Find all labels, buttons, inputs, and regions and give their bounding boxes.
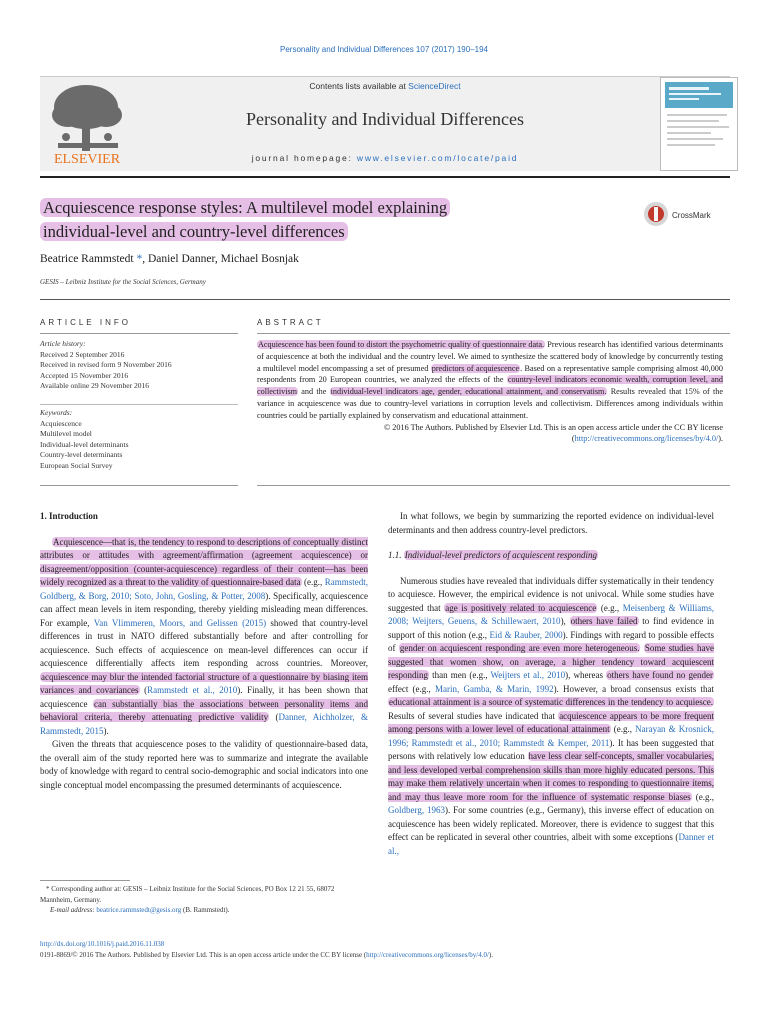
- keyword-item: Individual-level determinants: [40, 439, 129, 449]
- body-text: (: [269, 712, 279, 722]
- body-text: ). Finally, it has been shown that acquiescence: [40, 685, 369, 709]
- right-paragraph-1: In what follows, we begin by summarizing the reported evidence on individual-level determinants and then address country-level predictors.: [388, 511, 714, 535]
- co-authors: , Daniel Danner, Michael Bosnjak: [142, 253, 299, 265]
- doi-link[interactable]: http://dx.doi.org/10.1016/j.paid.2016.11.038: [40, 940, 165, 948]
- citation-link[interactable]: Van Vlimmeren, Moors, and Gelissen (2015): [93, 617, 267, 628]
- highlighted-text: Acquiescence—that is, the tendency to respond to descriptions of conceptually distinct attributes or attitudes with agreement/affirmation (agreement acquiescence) or disagreement/opposition (counter-acquiescence) regardless of their content—has been widely recognized as a threat to the validity of questionnaire-based data: [40, 536, 368, 587]
- affiliation: GESIS – Leibniz Institute for the Social Sciences, Germany: [40, 278, 206, 286]
- highlighted-text: gender on acquiescent responding are even more heterogeneous.: [399, 643, 640, 653]
- body-text: ). It has been suggested that persons with relatively low education: [388, 737, 714, 761]
- license-line: © 2016 The Authors. Published by Elsevier Ltd. This is an open access article under the CC BY license (http://creativecommons.org/licenses/by/4.0/).: [384, 422, 723, 444]
- citation-link[interactable]: Rammstedt et al., 2010: [147, 685, 238, 695]
- article-title-line-2: individual-level and country-level differences: [40, 222, 348, 241]
- citation-link[interactable]: Rammstedt, Goldberg, & Borg, 2010; Soto, John, Gosling, & Potter, 2008: [40, 577, 369, 601]
- body-text: ), whereas: [565, 670, 607, 680]
- crossmark-badge[interactable]: [643, 201, 723, 227]
- body-text: (e.g.,: [301, 577, 325, 587]
- body-text: (: [139, 685, 148, 695]
- history-item: Accepted 15 November 2016: [40, 370, 129, 380]
- highlighted-text: acquiescence appears to be more frequent among persons with a lower level of educational attainment: [388, 710, 714, 734]
- history-label: Article history:: [40, 339, 86, 348]
- subsection-heading: 1.1. Individual-level predictors of acquiescent responding: [388, 550, 598, 560]
- citation-link[interactable]: Narayan & Krosnick, 1996; Rammstedt et al., 2010; Rammstedt & Kemper, 2011: [388, 724, 714, 748]
- body-text: ).: [103, 725, 109, 736]
- journal-reference[interactable]: Personality and Individual Differences 107 (2017) 190–194: [280, 45, 488, 54]
- journal-masthead: [40, 76, 730, 171]
- article-title: [40, 196, 600, 244]
- license-link[interactable]: http://creativecommons.org/licenses/by/4.0/: [574, 434, 719, 444]
- intro-paragraph-2: Given the threats that acquiescence poses to the validity of questionnaire-based data, the overall aim of the study reported here was to summarize and integrate the available body of knowledge with regard to central socio-demographic and social indicators into one single conceptual model encompassing the presumed determinants of acquiescence.: [40, 739, 368, 790]
- body-text: ). However, a broad consensus exists that: [553, 683, 714, 694]
- keywords-label: Keywords:: [40, 408, 73, 417]
- section-rule: [40, 299, 730, 300]
- highlighted-text: Some studies have suggested that women show, on average, a higher tendency toward acquiescent responding: [388, 643, 715, 680]
- citation-link[interactable]: Goldberg, 1963: [388, 805, 445, 815]
- body-text: than men (e.g.,: [429, 670, 491, 680]
- abstract-rule: [257, 333, 730, 334]
- abstract-rule: [257, 485, 730, 486]
- footnote-rule: [40, 880, 130, 881]
- journal-cover-thumbnail[interactable]: [660, 77, 738, 171]
- article-info-heading: ARTICLE INFO: [40, 318, 131, 327]
- keyword-item: Acquiescence: [40, 418, 82, 428]
- copyright-line: 0191-8869/© 2016 The Authors. Published by Elsevier Ltd. This is an open access article under the CC BY license (http://creativecommons.org/licenses/by/4.0/).: [40, 951, 494, 959]
- body-text: Numerous studies have revealed that individuals differ systematically in their tendency to acquiesce. However, the empirical evidence is not univocal. While some studies have suggested that: [388, 575, 714, 613]
- history-item: Available online 29 November 2016: [40, 381, 149, 390]
- body-text: ). Findings with regard to possible effects of: [388, 629, 714, 653]
- highlighted-text: others have failed: [570, 616, 638, 626]
- intro-paragraph-1: [40, 536, 368, 739]
- highlighted-text: educational attainment is a source of systematic differences in the tendency to acquiesce.: [389, 697, 713, 707]
- abstract-text: Acquiescence has been found to distort the psychometric quality of questionnaire data. Previous research has identified various determinants of acquiescence at both the individual and the country level. We aimed to synthesize the scattered body of knowledge by concurrently testing a multilevel model encompassing a set of presumed predictors of acquiescence. Based on a representative sample comprising almost 40,000 respondents from 20 European countries, we analyzed the effects of the country-level indicators economic wealth, corruption level, and collectivism and the individual-level indicators age, gender, educational attainment, and conservatism. Results revealed that 15% of the variance in acquiescence was due to country-level variations in corruption levels and collectivism. Differences among individuals within countries could be partially explained by conservatism and educational attainment. © 2016 The Authors. Published by Elsevier Ltd. This is an open access article under the CC BY license (http://creativecommons.org/licenses/by/4.0/).: [257, 340, 724, 444]
- citation-link[interactable]: Danner, Aichholzer, & Rammstedt, 2015: [40, 712, 368, 736]
- citation-link[interactable]: Danner et al.,: [388, 832, 714, 856]
- contents-line: Contents lists available at ScienceDirect: [309, 81, 461, 91]
- body-text: (e.g.,: [691, 791, 714, 802]
- article-history: [40, 339, 238, 392]
- right-paragraph-2: [388, 575, 714, 859]
- author-name: Beatrice Rammstedt: [40, 253, 134, 265]
- footer-license-link[interactable]: http://creativecommons.org/licenses/by/4.0/: [366, 951, 489, 959]
- citation-link[interactable]: Eid & Rauber, 2000: [489, 629, 563, 640]
- homepage-link[interactable]: www.elsevier.com/locate/paid: [356, 153, 519, 163]
- journal-homepage: journal homepage: www.elsevier.com/locate/paid: [251, 153, 519, 163]
- author-list: [40, 253, 299, 265]
- highlighted-text: have less clear self-concepts, smaller vocabularies, and less developed verbal comprehension skills than more highly educated persons. This may make them relatively uncertain when it comes to responding to questionnaire items, and may thus leave more room for the influence of systematic response biases: [388, 751, 715, 802]
- body-text: (e.g.,: [610, 724, 636, 734]
- highlighted-text: acquiescence may blur the intended factorial structure of a questionnaire by biasing item variances and covariances: [40, 671, 368, 695]
- keyword-item: European Social Survey: [40, 460, 113, 470]
- highlighted-text: can substantially bias the associations between personality items and behavioral criteria, thereby attenuating predictive validity: [40, 698, 368, 722]
- body-text: ). For some countries (e.g., Germany), this inverse effect of education on acquiescence has been widely replicated. Moreover, there is evidence to suggest that this effect can be replicated in several other countries, albeit with some exceptions (: [388, 805, 714, 842]
- info-rule: [40, 333, 238, 334]
- body-text: showed that country-level differences in trust in NATO differed substantially before and after controlling for acquiescence. Such effects of acquiescence on mean-level differences can occur if acquiescence differentially affects item responding across countries. Moreover,: [40, 617, 368, 668]
- body-text: effect (e.g.,: [388, 683, 435, 694]
- abstract-heading: ABSTRACT: [257, 318, 324, 327]
- info-rule: [40, 404, 238, 405]
- journal-title: Personality and Individual Differences: [245, 109, 525, 129]
- citation-link[interactable]: Meisenberg & Williams, 2008; Weijters, Geuens, & Schillewaert, 2010: [388, 602, 714, 626]
- author-email-link[interactable]: beatrice.rammstedt@gesis.org: [96, 906, 182, 914]
- body-text: ),: [560, 616, 570, 626]
- body-text: (e.g.,: [597, 602, 623, 613]
- info-rule: [40, 485, 238, 486]
- section-heading-introduction: 1. Introduction: [40, 511, 98, 521]
- crossmark-label: CrossMark: [672, 211, 711, 220]
- body-column-right: [388, 510, 714, 858]
- highlighted-text: age is positively related to acquiescence: [445, 602, 597, 613]
- publisher-wordmark: ELSEVIER: [53, 152, 121, 167]
- highlighted-text: others have found no gender: [607, 670, 714, 680]
- body-text: to find evidence in support of this notion (e.g.,: [388, 616, 714, 640]
- citation-link[interactable]: Weijters et al., 2010: [490, 670, 566, 680]
- sciencedirect-link[interactable]: ScienceDirect: [408, 81, 461, 91]
- corresponding-author-mark[interactable]: *: [133, 253, 143, 265]
- history-item: Received in revised form 9 November 2016: [40, 360, 172, 369]
- body-text: ). Specifically, acquiescence can affect mean levels in item responding, thereby yielding misleading mean differences. For example,: [40, 590, 368, 628]
- footnote: * Corresponding author at: GESIS – Leibniz Institute for the Social Sciences, PO Box 12 21 55, 68072 Mannheim, Germany. E-mail address: beatrice.rammstedt@gesis.org (B. Rammstedt).: [40, 885, 335, 914]
- keyword-item: Country-level determinants: [40, 450, 123, 459]
- header-rule: [40, 176, 730, 178]
- body-column-left: [40, 510, 368, 792]
- body-text: Results of several studies have indicated that: [388, 710, 559, 721]
- citation-link[interactable]: Marin, Gamba, & Marin, 1992: [435, 683, 554, 694]
- keyword-item: Multilevel model: [40, 429, 92, 438]
- history-item: Received 2 September 2016: [40, 349, 125, 359]
- keywords: [40, 408, 238, 471]
- article-title-line-1: Acquiescence response styles: A multilevel model explaining: [40, 198, 450, 217]
